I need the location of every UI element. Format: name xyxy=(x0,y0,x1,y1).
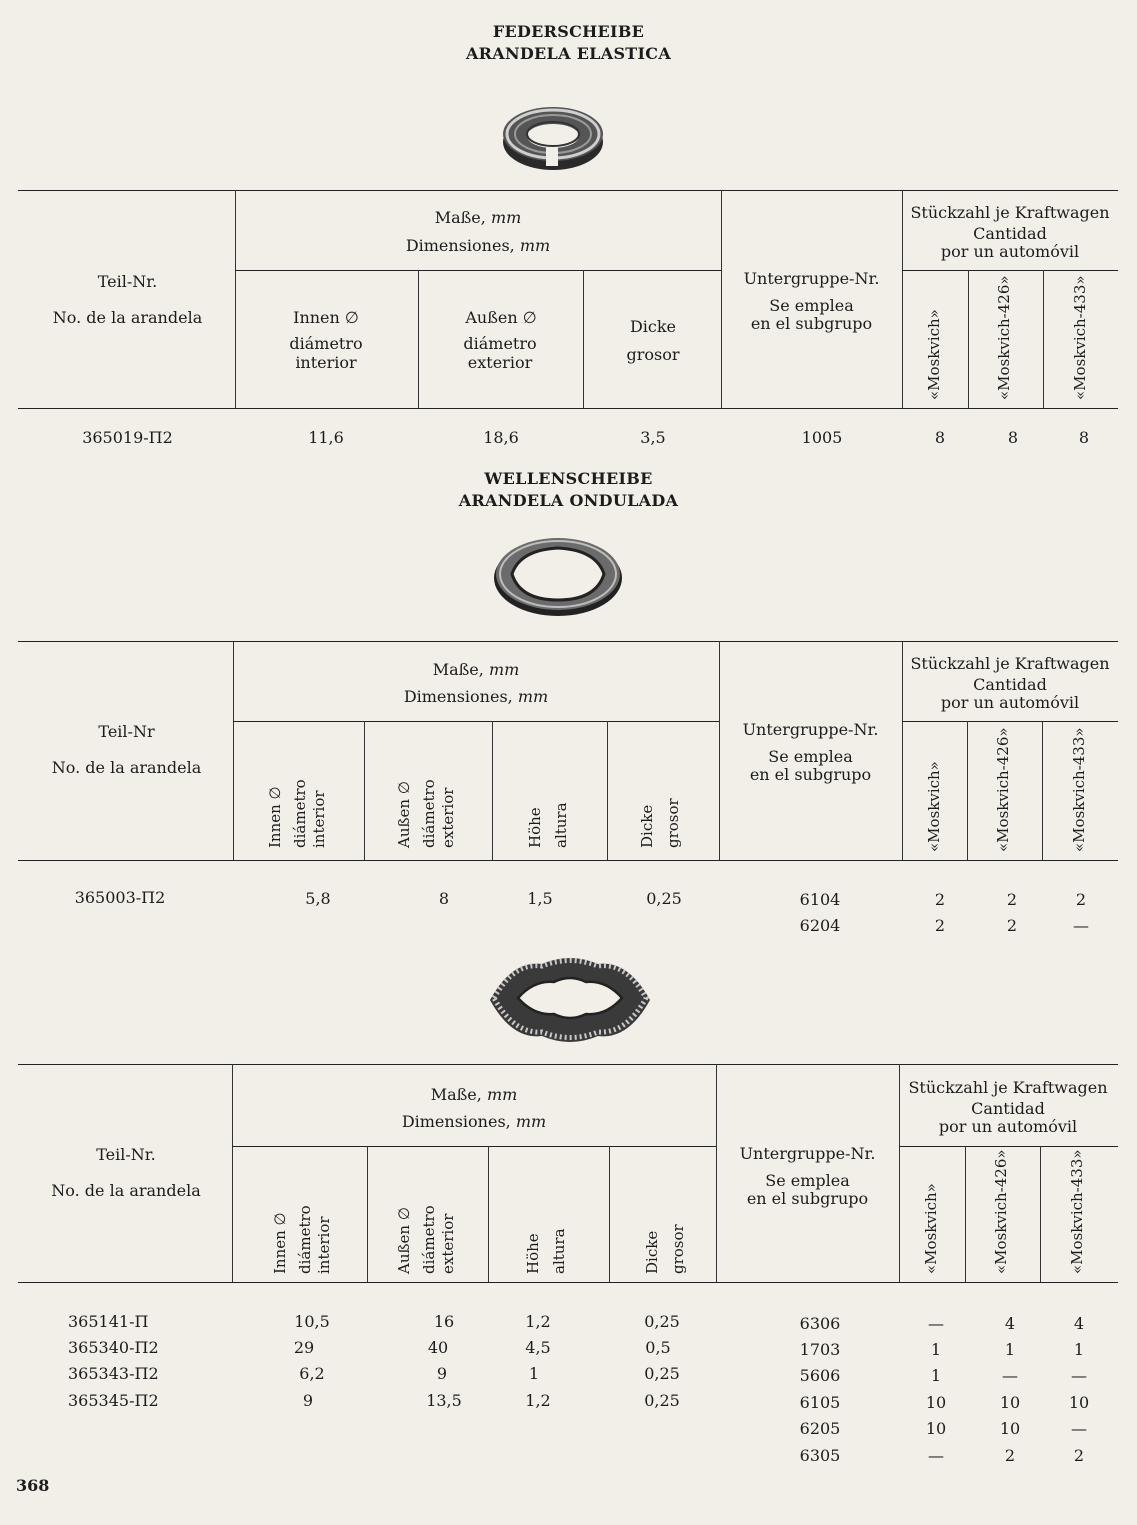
header-qty-de: Stückzahl je Kraftwagen xyxy=(908,1078,1108,1097)
header-outer-es2: exterior xyxy=(439,787,457,848)
header-inner-de: Innen ∅ xyxy=(266,786,284,848)
header-inner-de: Innen ∅ xyxy=(293,308,359,327)
header-height-de: Höhe xyxy=(524,1233,542,1274)
header-qty-es1: Cantidad xyxy=(971,1099,1045,1118)
header-height-de: Höhe xyxy=(526,807,544,848)
header-subgroup-es2: en el subgrupo xyxy=(750,314,873,333)
header-dims-es: Dimensiones, mm xyxy=(401,1112,547,1131)
header-model-moskvich: «Moskvich» xyxy=(922,1183,940,1274)
header-model-moskvich: «Moskvich» xyxy=(925,309,943,400)
header-subgroup-de: Untergruppe-Nr. xyxy=(743,269,880,288)
header-outer-es2: exterior xyxy=(439,1213,457,1274)
header-inner-es1: diámetro xyxy=(296,1205,314,1274)
header-outer-de: Außen ∅ xyxy=(395,781,413,848)
header-model-426: «Moskvich-426» xyxy=(992,1149,1010,1274)
header-subgroup-de: Untergruppe-Nr. xyxy=(739,1144,876,1163)
header-dims-de: Maße, mm xyxy=(434,208,522,227)
header-model-426: «Moskvich-426» xyxy=(994,727,1012,852)
header-dims-de: Maße, mm xyxy=(432,660,520,679)
header-height-es: altura xyxy=(552,802,570,848)
header-part-de: Teil-Nr xyxy=(98,722,155,741)
section-title-es: ARANDELA ELASTICA xyxy=(465,44,672,63)
header-height-es: altura xyxy=(550,1228,568,1274)
header-model-moskvich: «Moskvich» xyxy=(925,761,943,852)
header-qty-es1: Cantidad xyxy=(973,675,1047,694)
header-subgroup-es1: Se emplea xyxy=(769,296,854,315)
header-subgroup-es1: Se emplea xyxy=(768,747,853,766)
header-inner-es2: interior xyxy=(315,1216,333,1274)
header-model-433: «Moskvich-433» xyxy=(1068,1149,1086,1274)
header-thick-de: Dicke xyxy=(643,1230,661,1274)
header-dims-de: Maße, mm xyxy=(430,1085,518,1104)
header-inner-es1: diámetro xyxy=(291,779,309,848)
header-subgroup-es1: Se emplea xyxy=(765,1171,850,1190)
header-outer-es: diámetro exterior xyxy=(463,334,537,372)
header-inner-es: diámetro interior xyxy=(289,334,363,372)
header-outer-de: Außen ∅ xyxy=(395,1207,413,1274)
header-qty-es1: Cantidad xyxy=(973,224,1047,243)
header-part-de: Teil-Nr. xyxy=(97,272,158,291)
section-title-de: FEDERSCHEIBE xyxy=(492,22,645,41)
header-qty-es2: por un automóvil xyxy=(940,693,1080,712)
curved-wave-washer-illustration xyxy=(482,950,658,1050)
header-subgroup-es2: en el subgrupo xyxy=(749,765,872,784)
wave-washer-illustration xyxy=(490,530,626,622)
header-dims-es: Dimensiones, mm xyxy=(405,236,551,255)
header-outer-de: Außen ∅ xyxy=(465,308,537,327)
header-part-es: No. de la arandela xyxy=(52,308,203,327)
header-part-es: No. de la arandela xyxy=(51,1181,201,1200)
spring-washer-illustration xyxy=(498,96,608,178)
header-qty-es2: por un automóvil xyxy=(938,1117,1078,1136)
header-thick-es: grosor xyxy=(626,345,680,364)
header-thick-de: Dicke xyxy=(638,804,656,848)
section-title-es: ARANDELA ONDULADA xyxy=(458,491,679,510)
page-number: 368 xyxy=(16,1476,50,1495)
header-subgroup-es2: en el subgrupo xyxy=(746,1189,869,1208)
header-dims-es: Dimensiones, mm xyxy=(403,687,549,706)
header-part-es: No. de la arandela xyxy=(51,758,202,777)
header-part-de: Teil-Nr. xyxy=(96,1145,156,1164)
header-outer-es1: diámetro xyxy=(420,1205,438,1274)
header-qty-de: Stückzahl je Kraftwagen xyxy=(910,203,1110,222)
header-subgroup-de: Untergruppe-Nr. xyxy=(742,720,879,739)
header-qty-de: Stückzahl je Kraftwagen xyxy=(910,654,1110,673)
header-inner-es2: interior xyxy=(310,790,328,848)
header-qty-es2: por un automóvil xyxy=(940,242,1080,261)
header-thick-es: grosor xyxy=(664,798,682,848)
header-inner-de: Innen ∅ xyxy=(271,1212,289,1274)
header-outer-es1: diámetro xyxy=(420,779,438,848)
header-thick-de: Dicke xyxy=(629,317,677,336)
header-model-433: «Moskvich-433» xyxy=(1070,727,1088,852)
section-title-de: WELLENSCHEIBE xyxy=(484,469,653,488)
header-model-433: «Moskvich-433» xyxy=(1071,275,1089,400)
header-thick-es: grosor xyxy=(669,1224,687,1274)
header-model-426: «Moskvich-426» xyxy=(995,275,1013,400)
